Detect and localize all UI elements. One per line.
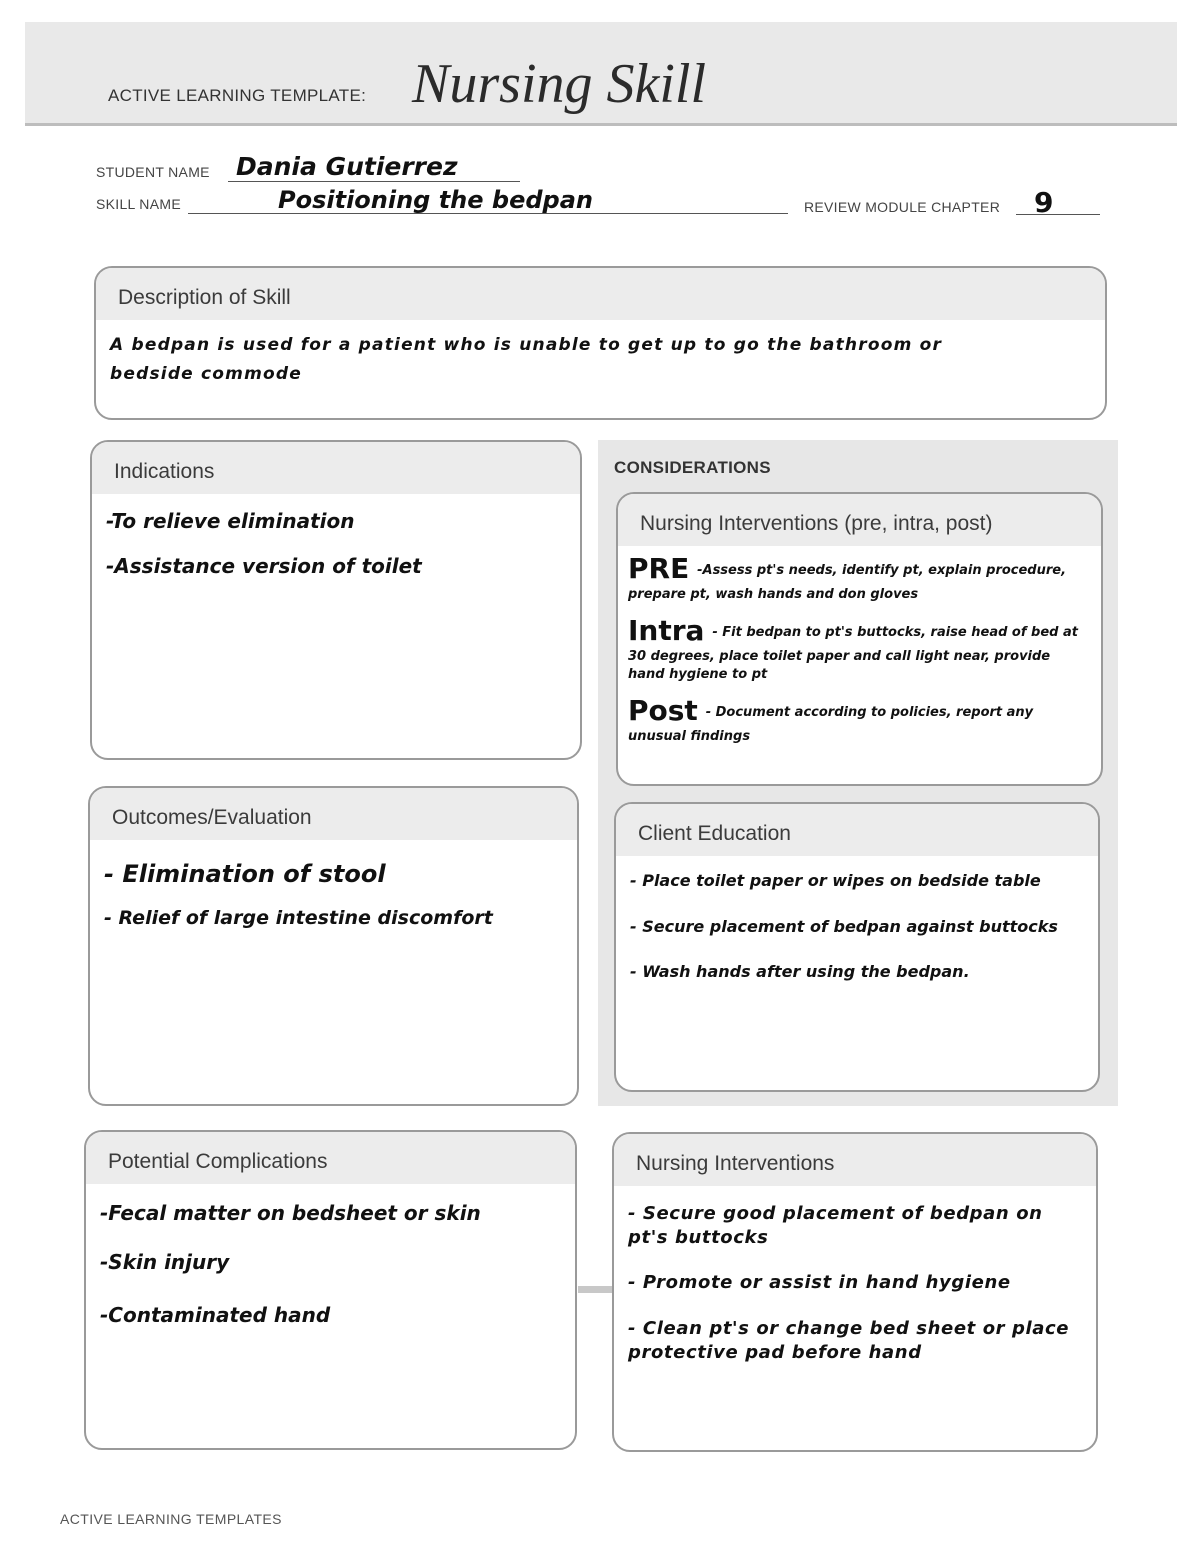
connector-bar bbox=[578, 1286, 614, 1293]
client-education-heading: Client Education bbox=[616, 804, 1098, 856]
indication-item: -To relieve elimination bbox=[106, 509, 355, 533]
client-education-box bbox=[614, 802, 1100, 1092]
student-name-label: STUDENT NAME bbox=[96, 164, 210, 180]
description-line-2: bedside commode bbox=[110, 363, 302, 384]
template-label: ACTIVE LEARNING TEMPLATE: bbox=[108, 86, 367, 105]
student-name-field[interactable]: Dania Gutierrez bbox=[236, 152, 458, 181]
pre-text: -Assess pt's needs, identify pt, explain procedure, prepare pt, wash hands and don gloves bbox=[628, 563, 1067, 602]
indications-body[interactable] bbox=[92, 494, 580, 590]
nursing-intervention-item: - Secure good placement of bedpan on pt's buttocks bbox=[628, 1203, 1043, 1249]
complication-item: -Contaminated hand bbox=[100, 1303, 331, 1327]
skill-name-label: SKILL NAME bbox=[96, 196, 181, 212]
indications-box bbox=[90, 440, 582, 760]
nursing-interventions-box bbox=[612, 1132, 1098, 1452]
skill-name-field[interactable]: Positioning the bedpan bbox=[278, 186, 593, 214]
nursing-interventions-heading: Nursing Interventions bbox=[614, 1134, 1096, 1186]
description-heading: Description of Skill bbox=[96, 268, 1105, 320]
complication-item: -Skin injury bbox=[100, 1250, 230, 1274]
chapter-field[interactable]: 9 bbox=[1034, 186, 1054, 219]
description-box bbox=[94, 266, 1107, 420]
client-education-item: - Secure placement of bedpan against buttocks bbox=[630, 916, 1058, 936]
client-education-item: - Place toilet paper or wipes on bedside table bbox=[630, 871, 1041, 890]
indications-heading: Indications bbox=[92, 442, 580, 494]
nursing-interventions-ppp-box bbox=[616, 492, 1103, 786]
description-body[interactable] bbox=[96, 320, 1105, 396]
outcome-item: - Elimination of stool bbox=[104, 860, 386, 888]
client-education-item: - Wash hands after using the bedpan. bbox=[630, 962, 970, 982]
description-line-1: A bedpan is used for a patient who is unable to get up to go the bathroom or bbox=[110, 335, 943, 355]
outcomes-body[interactable] bbox=[90, 840, 577, 942]
footer-text: ACTIVE LEARNING TEMPLATES bbox=[60, 1511, 282, 1527]
client-education-body[interactable] bbox=[616, 856, 1098, 993]
nursing-intervention-item: - Clean pt's or change bed sheet or place protective pad before hand bbox=[628, 1317, 1070, 1364]
post-intervention bbox=[628, 694, 1091, 746]
outcomes-box bbox=[88, 786, 579, 1106]
complications-heading: Potential Complications bbox=[86, 1132, 575, 1184]
complication-item: -Fecal matter on bedsheet or skin bbox=[100, 1201, 481, 1225]
intra-text: - Fit bedpan to pt's buttocks, raise head of bed at 30 degrees, place toilet paper and call light near, provide hand hygiene to pt bbox=[628, 624, 1078, 683]
outcomes-heading: Outcomes/Evaluation bbox=[90, 788, 577, 840]
indication-item: -Assistance version of toilet bbox=[106, 554, 422, 578]
post-prefix: Post bbox=[628, 693, 698, 727]
nursing-interventions-body[interactable] bbox=[614, 1186, 1096, 1375]
nursing-interventions-ppp-heading: Nursing Interventions (pre, intra, post) bbox=[618, 494, 1101, 546]
nursing-interventions-ppp-body[interactable] bbox=[618, 546, 1101, 761]
nursing-intervention-item: - Promote or assist in hand hygiene bbox=[628, 1271, 1011, 1293]
pre-prefix: PRE bbox=[628, 552, 690, 585]
student-name-line bbox=[228, 181, 520, 182]
considerations-label: CONSIDERATIONS bbox=[614, 458, 771, 477]
complications-body[interactable] bbox=[86, 1184, 575, 1339]
page-title: Nursing Skill bbox=[412, 53, 707, 115]
outcome-item: - Relief of large intestine discomfort bbox=[104, 907, 493, 930]
chapter-label: REVIEW MODULE CHAPTER bbox=[804, 199, 1001, 215]
intra-intervention bbox=[628, 614, 1091, 684]
chapter-line bbox=[1016, 214, 1100, 215]
intra-prefix: Intra bbox=[628, 613, 705, 647]
complications-box bbox=[84, 1130, 577, 1450]
post-text: - Document according to policies, report any unusual findings bbox=[628, 704, 1034, 744]
pre-intervention bbox=[628, 552, 1091, 604]
